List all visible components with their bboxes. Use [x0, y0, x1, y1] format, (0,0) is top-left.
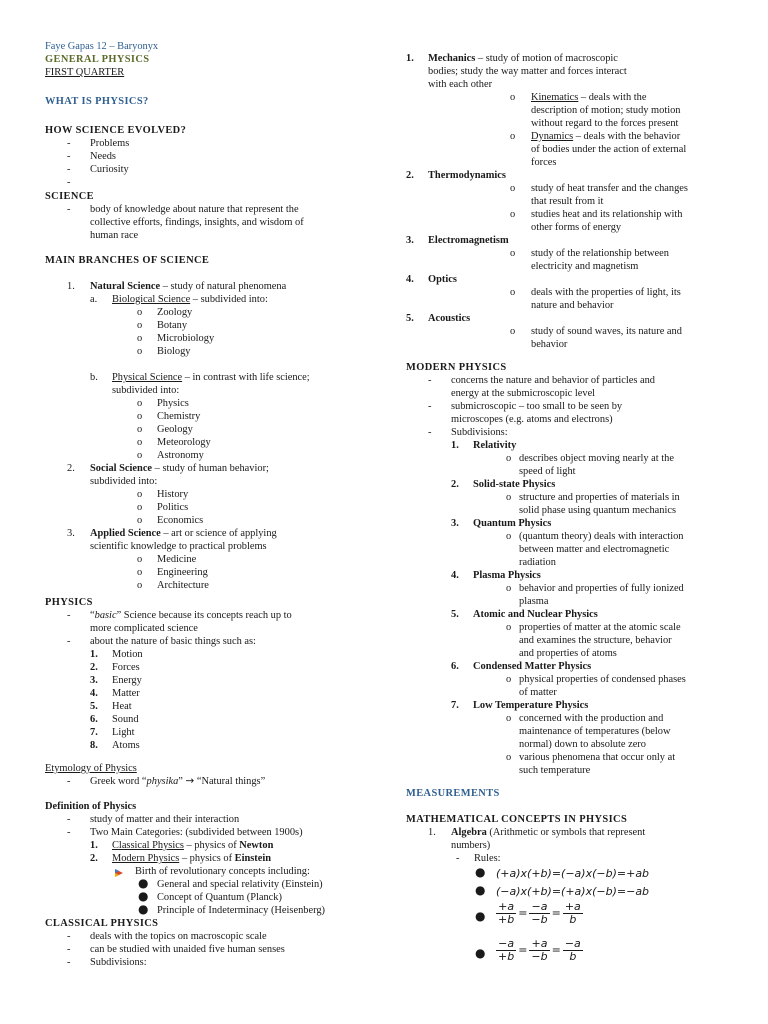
list-item: Problems [90, 138, 130, 149]
list-item: Zoology [157, 307, 193, 318]
circle-marker: o [510, 131, 516, 142]
list-number: 5. [406, 313, 414, 324]
equals-sign: = [551, 906, 561, 920]
list-number: 1. [406, 53, 414, 64]
fraction-numerator: −a [529, 901, 549, 914]
algebra-rule-1: (+a)x(+b)=(−a)x(−b)=+ab [496, 867, 650, 880]
text-line: study of heat transfer and the changes [531, 183, 688, 194]
classical-subdivisions [406, 52, 751, 351]
text-line: Science because its concepts reach up to [121, 610, 292, 621]
circle-marker: o [510, 287, 516, 298]
list-number: 5. [90, 701, 98, 712]
circle-marker: o [510, 183, 516, 194]
list-item: Light [112, 727, 135, 738]
list-number: 4. [90, 688, 98, 699]
circle-marker: o [137, 502, 143, 513]
text-line: numbers) [451, 840, 491, 851]
text-line: microscopes (e.g. atoms and electrons) [451, 414, 613, 425]
branch-desc: subdivided into: [90, 476, 158, 487]
list-item: Curiosity [90, 164, 129, 175]
fraction-denominator: b [569, 950, 577, 963]
text-line: deals with the properties of light, its [531, 287, 681, 298]
fraction-numerator: −a [564, 937, 581, 950]
list-number: 1. [90, 840, 98, 851]
section-heading: MODERN PHYSICS [406, 362, 507, 373]
section-heading: PHYSICS [45, 597, 93, 608]
science-section [45, 190, 375, 242]
text-line: submicroscopic – too small to be seen by [451, 401, 623, 412]
list-number: 3. [451, 518, 459, 529]
text-line: radiation [519, 557, 556, 568]
equals-sign: = [518, 943, 528, 957]
section-heading: SCIENCE [45, 191, 94, 202]
dash-marker: - [67, 204, 71, 215]
list-item: General and special relativity (Einstein) [157, 879, 323, 890]
text-fragment: Greek word “ [90, 776, 147, 787]
list-number: 1. [90, 649, 98, 660]
text-line: Birth of revolutionary concepts including: [135, 866, 310, 877]
list-number: 4. [406, 274, 414, 285]
list-number: 5. [451, 609, 459, 620]
section-heading: MAIN BRANCHES OF SCIENCE [45, 255, 210, 266]
category-title: Modern Physics [112, 853, 180, 864]
text-line: about the nature of basic things such as: [90, 636, 256, 647]
text-fragment: – physics of [179, 853, 235, 864]
text-line: studies heat and its relationship with [531, 209, 683, 220]
text-line: forces [531, 157, 557, 168]
list-number: 7. [90, 727, 98, 738]
circle-marker: o [137, 567, 143, 578]
bullet-icon: ● [475, 946, 486, 960]
text-line: plasma [519, 596, 549, 607]
fraction-denominator: −b [531, 950, 548, 963]
list-number: 1. [428, 827, 436, 838]
list-item: Forces [112, 662, 140, 673]
section-heading: Definition of Physics [45, 801, 137, 812]
list-letter: a. [90, 294, 98, 305]
list-number: 3. [67, 528, 75, 539]
circle-marker: o [510, 209, 516, 220]
text-fragment: – study of motion of macroscopic [475, 53, 618, 64]
text-line: concerned with the production and [519, 713, 664, 724]
fraction-denominator: +b [498, 913, 515, 926]
greek-word: physika [146, 776, 179, 787]
text-fragment: – deals with the behavior [573, 131, 681, 142]
list-item: Atoms [112, 740, 140, 751]
subdivision-title: Relativity [473, 440, 517, 451]
text-fragment: “Natural things” [194, 776, 266, 787]
dash-marker: - [67, 177, 71, 188]
fraction-numerator: +a [564, 900, 581, 913]
subdivision-title: Electromagnetism [428, 235, 509, 246]
text-line: Two Main Categories: (subdivided between 1900s) [90, 827, 303, 838]
dash-marker: - [456, 853, 460, 864]
algebra-rule-3 [494, 901, 585, 926]
list-number: 2. [451, 479, 459, 490]
arrow-right-icon: → [185, 775, 195, 787]
text-line: description of motion; study motion [531, 105, 681, 116]
equals-sign: = [551, 943, 561, 957]
circle-marker: o [137, 424, 143, 435]
list-item: Medicine [157, 554, 197, 565]
definition-section [45, 800, 375, 917]
what-is-physics-heading: WHAT IS PHYSICS? [45, 96, 149, 107]
circle-marker: o [506, 752, 512, 763]
text-line: of matter [519, 687, 557, 698]
circle-marker: o [137, 333, 143, 344]
list-item: Heat [112, 701, 132, 712]
list-item: Chemistry [157, 411, 201, 422]
dash-marker: - [67, 931, 71, 942]
list-number: 1. [67, 281, 75, 292]
category-title: Classical Physics [112, 840, 184, 851]
text-line: without regard to the forces present [531, 118, 679, 129]
list-number: 3. [90, 675, 98, 686]
quarter-label: FIRST QUARTER [45, 67, 125, 78]
text-line: maintenance of temperatures (below [519, 726, 671, 737]
doc-title: GENERAL PHYSICS [45, 54, 150, 65]
list-item: deals with the topics on macroscopic scale [90, 931, 267, 942]
list-number: 4. [451, 570, 459, 581]
bullet-icon: ● [475, 909, 486, 923]
section-heading: MATHEMATICAL CONCEPTS IN PHYSICS [406, 814, 628, 825]
concept-title: Algebra [451, 827, 487, 838]
text-line: normal) down to absolute zero [519, 739, 646, 750]
section-heading: CLASSICAL PHYSICS [45, 918, 159, 929]
bullet-icon: ● [138, 876, 149, 890]
algebra-rule-4 [494, 938, 585, 963]
list-number: 2. [90, 662, 98, 673]
dash-marker: - [67, 151, 71, 162]
subdivision-title: Thermodynamics [428, 170, 506, 181]
emphasis: basic [94, 610, 117, 621]
circle-marker: o [506, 583, 512, 594]
fraction-numerator: +a [496, 901, 516, 914]
list-item: Concept of Quantum (Planck) [157, 892, 282, 903]
text-line: collective efforts, findings, insights, and wisdom of [90, 217, 304, 228]
text-line: behavior and properties of fully ionized [519, 583, 684, 594]
text-line: electricity and magnetism [531, 261, 639, 272]
list-item: Economics [157, 515, 204, 526]
text-line: of bodies under the action of external [531, 144, 687, 155]
circle-marker: o [137, 307, 143, 318]
dash-marker: - [428, 427, 432, 438]
text-line: other forms of energy [531, 222, 622, 233]
text-line: describes object moving nearly at the [519, 453, 674, 464]
main-branches-section [45, 254, 375, 592]
circle-marker: o [506, 492, 512, 503]
text-line: such temperature [519, 765, 591, 776]
physics-section [45, 596, 375, 752]
subdivision-title: Low Temperature Physics [473, 700, 589, 711]
subbranch-desc: subdivided into: [112, 385, 180, 396]
text-line: and examines the structure, behavior [519, 635, 672, 646]
subdivision-title: Solid-state Physics [473, 479, 556, 490]
fraction-numerator: +a [529, 938, 549, 951]
circle-marker: o [506, 622, 512, 633]
scientist-name: Newton [239, 840, 274, 851]
list-number: 6. [451, 661, 459, 672]
circle-marker: o [506, 531, 512, 542]
subdivision-title: Condensed Matter Physics [473, 661, 592, 672]
measurements-heading: MEASUREMENTS [406, 788, 500, 799]
circle-marker: o [137, 346, 143, 357]
list-item: Needs [90, 151, 116, 162]
text-line: physical properties of condensed phases [519, 674, 686, 685]
circle-marker: o [137, 320, 143, 331]
circle-marker: o [506, 713, 512, 724]
list-item: Sound [112, 714, 139, 725]
bullet-icon: ● [475, 883, 486, 897]
fraction-denominator: b [569, 913, 577, 926]
text-line: Subdivisions: [451, 427, 508, 438]
list-item: Astronomy [157, 450, 204, 461]
quote-open: “ [90, 610, 95, 621]
branch-desc: scientific knowledge to practical problems [90, 541, 267, 552]
list-item: History [157, 489, 189, 500]
fraction-denominator: +b [498, 950, 515, 963]
fraction-denominator: −b [531, 913, 548, 926]
list-item: Engineering [157, 567, 208, 578]
list-number: 2. [67, 463, 75, 474]
list-item: Architecture [157, 580, 209, 591]
circle-marker: o [510, 248, 516, 259]
text-line: human race [90, 230, 139, 241]
text-line: solid phase using quantum mechanics [519, 505, 676, 516]
circle-marker: o [510, 92, 516, 103]
dash-marker: - [67, 610, 71, 621]
subdivision-title: Quantum Physics [473, 518, 552, 529]
text-line: between matter and electromagnetic [519, 544, 670, 555]
subdivision-title: Mechanics [428, 53, 476, 64]
text-line: concerns the nature and behavior of particles and [451, 375, 655, 386]
text-line: energy at the submicroscopic level [451, 388, 596, 399]
equals-sign: = [518, 906, 528, 920]
dash-marker: - [67, 776, 71, 787]
circle-marker: o [137, 437, 143, 448]
subbranch-title: Physical Science [112, 372, 183, 383]
text-line: and properties of atoms [519, 648, 617, 659]
subbranch-desc: – subdivided into: [190, 294, 268, 305]
list-item: Physics [157, 398, 189, 409]
list-number: 3. [406, 235, 414, 246]
list-item: Biology [157, 346, 191, 357]
list-item: Botany [157, 320, 188, 331]
text-line: bodies; study the way matter and forces interact [428, 66, 627, 77]
dash-marker: - [67, 138, 71, 149]
subbranch-title: Biological Science [112, 294, 191, 305]
subdivision-title: Plasma Physics [473, 570, 541, 581]
circle-marker: o [506, 453, 512, 464]
fraction-numerator: −a [496, 938, 516, 951]
list-item: Energy [112, 675, 142, 686]
bullet-icon: ● [138, 889, 149, 903]
dash-marker: - [67, 814, 71, 825]
text-line: (quantum theory) deals with interaction [519, 531, 684, 542]
etymology-section [45, 762, 375, 788]
text-fragment: (Arithmetic or symbols that represent [486, 827, 646, 838]
circle-marker: o [137, 450, 143, 461]
text-fragment: – physics of [183, 840, 240, 851]
math-concepts-section [406, 813, 751, 967]
circle-marker: o [137, 489, 143, 500]
list-item: Meteorology [157, 437, 211, 448]
text-fragment: – deals with the [578, 92, 647, 103]
branch-title: Natural Science [90, 281, 161, 292]
dash-marker: - [67, 827, 71, 838]
text-fragment: ” [178, 776, 186, 787]
list-item: can be studied with unaided five human senses [90, 944, 285, 955]
how-science-evolved-section [45, 124, 375, 189]
modern-physics-section [406, 361, 751, 777]
list-item: Subdivisions: [90, 957, 147, 968]
list-number: 6. [90, 714, 98, 725]
scientist-name: Einstein [234, 853, 272, 864]
list-number: 8. [90, 740, 98, 751]
list-letter: b. [90, 372, 98, 383]
list-number: 2. [90, 853, 98, 864]
subdivision-title: Acoustics [428, 313, 471, 324]
text-line: nature and behavior [531, 300, 614, 311]
list-item: Motion [112, 649, 143, 660]
section-heading: Etymology of Physics [45, 763, 137, 774]
dash-marker: - [67, 636, 71, 647]
text-line: study of sound waves, its nature and [531, 326, 682, 337]
branch-title: Social Science [90, 463, 153, 474]
branch-desc: – study of natural phenomena [160, 281, 287, 292]
text-line: speed of light [519, 466, 576, 477]
text-line: various phenomena that occur only at [519, 752, 676, 763]
text-line: structure and properties of materials in [519, 492, 680, 503]
quote-close: ” [116, 610, 122, 621]
branch-title: Applied Science [90, 528, 161, 539]
list-number: 2. [406, 170, 414, 181]
sub-title: Dynamics [531, 131, 574, 142]
text-line: study of the relationship between [531, 248, 669, 259]
dash-marker: - [428, 375, 432, 386]
text-line: properties of matter at the atomic scale [519, 622, 681, 633]
text-line: study of matter and their interaction [90, 814, 240, 825]
list-item: Matter [112, 688, 140, 699]
bullet-icon: ● [138, 902, 149, 916]
algebra-rule-2: (−a)x(+b)=(+a)x(−b)=−ab [496, 885, 650, 898]
list-item: Microbiology [157, 333, 215, 344]
text-line: with each other [428, 79, 493, 90]
list-item: Geology [157, 424, 193, 435]
dash-marker: - [428, 401, 432, 412]
text-line: that result from it [531, 196, 604, 207]
section-heading: HOW SCIENCE EVOLVED? [45, 125, 187, 136]
subdivision-title: Optics [428, 274, 457, 285]
list-number: 1. [451, 440, 459, 451]
dash-marker: - [67, 957, 71, 968]
list-item: Principle of Indeterminacy (Heisenberg) [157, 905, 326, 916]
list-item: Politics [157, 502, 189, 513]
circle-marker: o [510, 326, 516, 337]
circle-marker: o [137, 411, 143, 422]
sub-title: Kinematics [531, 92, 579, 103]
text-line: body of knowledge about nature that represent the [90, 204, 299, 215]
rules-label: Rules: [474, 853, 501, 864]
circle-marker: o [137, 398, 143, 409]
text-line: behavior [531, 339, 568, 350]
text-line: more complicated science [90, 623, 198, 634]
dash-marker: - [67, 944, 71, 955]
circle-marker: o [137, 554, 143, 565]
circle-marker: o [137, 515, 143, 526]
circle-marker: o [506, 674, 512, 685]
subdivision-title: Atomic and Nuclear Physics [473, 609, 598, 620]
branch-desc: – art or science of applying [160, 528, 277, 539]
list-number: 7. [451, 700, 459, 711]
author-line: Faye Gapas 12 – Baryonyx [45, 41, 159, 52]
subbranch-desc: – in contrast with life science; [182, 372, 310, 383]
branch-desc: – study of human behavior; [152, 463, 269, 474]
bullet-icon: ● [475, 865, 486, 879]
classical-physics-section [45, 917, 375, 969]
dash-marker: - [67, 164, 71, 175]
circle-marker: o [137, 580, 143, 591]
